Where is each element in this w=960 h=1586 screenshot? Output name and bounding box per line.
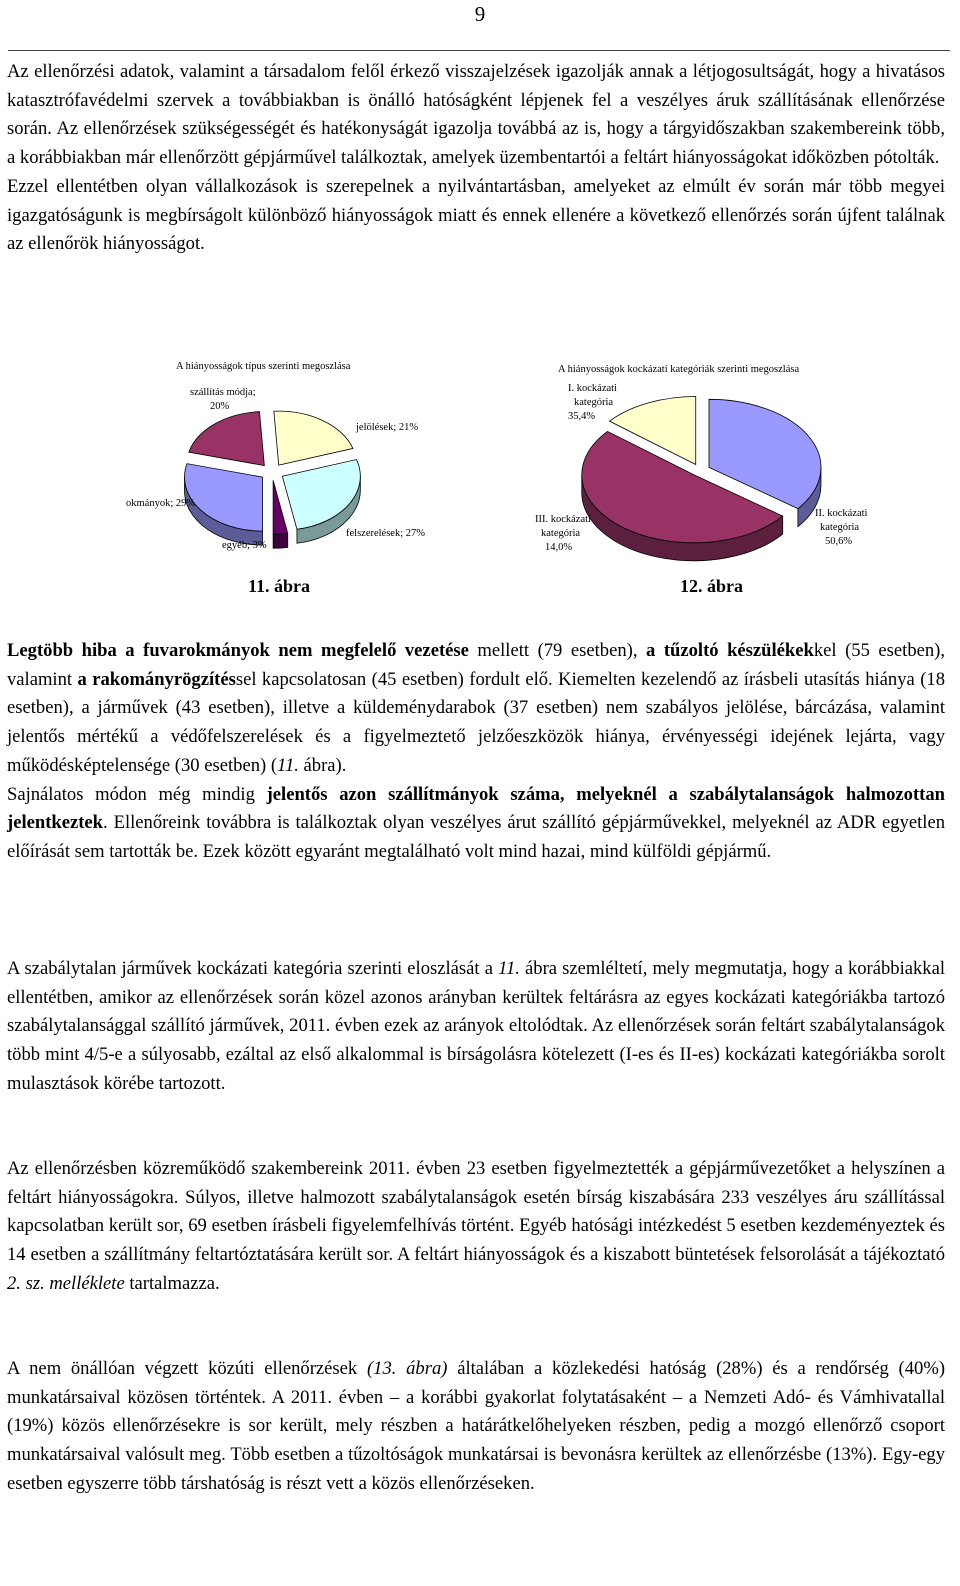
paragraph-4: Sajnálatos módon még mindig jelentős azon szállítmányok száma, melyeknél a szabálytalanságok halmozottan jelentkeztek. Ellenőreink továbbra is találkoztak olyan veszélyes árut szállító gépjárművekkel, melyeknél az ADR egyetlen előírását sem tartották be. Ezek között egyaránt megtalálható volt mind hazai, mind külföldi gépjármű. <box>7 783 945 862</box>
slice-jel-l-sek <box>274 411 353 465</box>
paragraph-6: Az ellenőrzésben közreműködő szakembereink 2011. évben 23 esetben figyelmeztették a gépjárművezetőket a helyszínen a feltárt hiányosságokra. Súlyos, illetve halmozott szabálytalanságok esetén bírság kiszabására 233 veszélyes áru szállítással kapcsolatban került sor, 69 esetben írásbeli figyelemfelhívás történt. Egyéb hatósági intézkedést 5 esetben kezdeményeztek és 14 esetben a szállítmány feltartóztatására került sor. A feltárt hiányosságok és a kiszabott büntetések felsorolását a tájékoztató 2. sz. melléklete tartalmazza. <box>7 1158 945 1294</box>
errors-section <box>7 637 945 867</box>
chart1-label-felszerelesek: felszerelések; 27% <box>346 528 426 539</box>
chart2-label-i-2: kategória <box>574 397 614 408</box>
chart2-label-ii-1: II. kockázati <box>815 508 868 519</box>
chart1-title: A hiányosságok típus szerinti megoszlása <box>176 361 351 372</box>
figure-12-caption: 12. ábra <box>680 576 743 596</box>
paragraph-1: Az ellenőrzési adatok, valamint a társadalom felől érkező visszajelzések igazolják annak a létjogosultságát, hogy a hivatásos katasztrófavédelmi szervek a továbbiakban is önálló hatóságként lépjenek fel a veszélyes áruk szállításának ellenőrzése során. Az ellenőrzések szükségességét és hatékonyságát igazolja továbbá az is, hogy a tárgyidőszakban szakembereink több, a korábbiakban már ellenőrzött gépjárművel találkoztak, amelyek üzembentartói a feltárt hiányosságokat időközben pótolták. <box>7 61 945 169</box>
chart2-pie <box>582 397 821 561</box>
joint-checks-section <box>7 1355 945 1499</box>
chart1-label-szallitas-2: 20% <box>210 401 230 412</box>
chart1-label-jelolesek: jelölések; 21% <box>356 422 419 433</box>
measures-section <box>7 1155 945 1299</box>
slice-sz-ll-t-s-m-dja <box>189 412 265 466</box>
figure-11-caption: 11. ábra <box>248 576 311 596</box>
chart2-title: A hiányosságok kockázati kategóriák szerinti megoszlása <box>558 364 800 375</box>
chart1-label-egyeb: egyéb; 3% <box>222 540 267 551</box>
pie-charts <box>0 352 960 582</box>
chart1-label-okmanyok: okmányok; 29% <box>126 498 196 509</box>
chart2-label-i-1: I. kockázati <box>568 383 617 394</box>
chart1-label-szallitas-1: szállítás módja; <box>190 387 256 398</box>
chart2-label-iii-1: III. kockázati <box>535 514 591 525</box>
paragraph-2: Ezzel ellentétben olyan vállalkozások is szerepelnek a nyilvántartásban, amelyeket az elmúlt év során már több megyei igazgatóságunk is megbírságolt különböző hiányosságok miatt és ennek ellenére a következő ellenőrzés során újfent találnak az ellenőrök hiányosságot. <box>7 175 945 255</box>
chart2-label-iii-2: kategória <box>541 528 581 539</box>
risk-section <box>7 955 945 1099</box>
slice-okm-nyok <box>185 464 263 531</box>
page-number: 9 <box>474 2 486 26</box>
chart1-pie <box>185 411 361 548</box>
figures <box>0 352 960 612</box>
header-rule <box>8 50 950 51</box>
paragraph-5: A szabálytalan járművek kockázati kategória szerinti eloszlását a 11. ábra szemléltetí, mely megmutatja, hogy a korábbiakkal ellentétben, amikor az ellenőrzések során közel azonos arányban kerültek feltárásra az egyes kockázati kategóriákba tartozó szabálytalansággal szállító járművek, 2011. évben ezek az arányok eltolódtak. Az ellenőrzések során feltárt szabálytalanságok több mint 4/5-e a súlyosabb, ezáltal az első alkalommal is bírságolásra kötelezett (I-es és II-es) kockázati kategóriákba sorolt mulasztások körébe tartozott. <box>7 958 946 1094</box>
slice-side-egy-b <box>273 533 288 548</box>
chart2-label-iii-3: 14,0% <box>545 542 573 553</box>
chart2-label-ii-3: 50,6% <box>825 536 853 547</box>
intro-section <box>7 58 945 259</box>
paragraph-3: Legtöbb hiba a fuvarokmányok nem megfelelő vezetése mellett (79 esetben), a tűzoltó készülékekkel (55 esetben), valamint a rakományrögzítéssel kapcsolatosan (45 esetben) fordult elő. Kiemelten kezelendő az írásbeli utasítás hiánya (18 esetben), a járművek (43 esetben), illetve a küldeménydarabok (37 esetben) nem szabályos jelölése, bárcázása, valamint jelentős mértékű a védőfelszerelések és a figyelmeztető jelzőeszközök hiánya, érvényességi idejének lejárta, vagy működésképtelensége (30 esetben) (11. ábra). <box>7 640 945 776</box>
paragraph-7: A nem önállóan végzett közúti ellenőrzések (13. ábra) általában a közlekedési hatóság (28%) és a rendőrség (40%) munkatársaival közösen történtek. A 2011. évben – a korábbi gyakorlat folytatásaként – a Nemzeti Adó- és Vámhivatallal (19%) közös ellenőrzésekre is sor került, mely részben a határátkelőhelyeken részben, pedig a mozgó ellenőrző csoport munkatársaival valósult meg. Több esetben a tűzoltóságok munkatársai is bevonásra kerültek az ellenőrzésbe (13%). Egy-egy esetben egyszerre több társhatóság is részt vett a közös ellenőrzéseken. <box>7 1358 946 1494</box>
chart2-label-ii-2: kategória <box>820 522 860 533</box>
chart2-label-i-3: 35,4% <box>568 411 596 422</box>
